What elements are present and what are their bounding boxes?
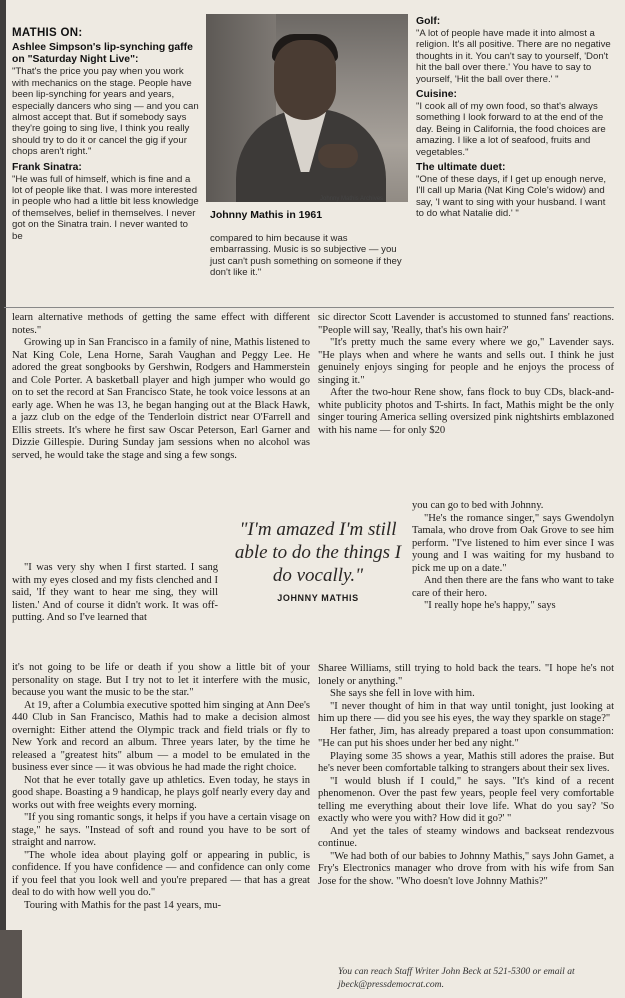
article-paragraph: learn alternative methods of getting the same effect with different notes."	[12, 312, 310, 336]
photo-credit: Johnny Mathis Archives	[320, 196, 384, 202]
article-column-2-bottom	[318, 663, 614, 888]
sidebar-quote: "A lot of people have made it into almost a religion. It's all positive. There are no negative thoughts in it. You can't say to yourself, 'Don't hit the ball over there.' You have to say to yourself, 'Hit the ball over there.' "	[416, 28, 611, 85]
article-paragraph: At 19, after a Columbia executive spotted him singing at Ann Dee's 440 Club in San Francisco, Mathis had to make a decision almost overnight: Either attend the Olympic track and field trials or fly to New York and record an album. Three years later, by the time he released a "greatest hits" album — a model to be emulated in the business ever since — it was obvious he had made the right choice.	[12, 699, 310, 773]
sidebar-heading: Ashlee Simpson's lip-synching gaffe on "Saturday Night Live":	[12, 42, 193, 66]
article-column-1-narrow	[12, 562, 218, 625]
article-paragraph: Not that he ever totally gave up athletics. Even today, he stays in good shape. Boasting a 9 handicap, he plays golf nearly every day and works out with free weights every morning.	[12, 774, 310, 811]
article-paragraph: Touring with Mathis for the past 14 years, mu-	[24, 899, 221, 911]
article-paragraph: it's not going to be life or death if you show a little bit of your personality on stage. But I try not to let it interfere with the music, because you want the music to be the star."	[12, 662, 310, 698]
sidebar-quote-continued: compared to him because it was embarrassing. Music is so subjective — you just can't push something on someone if they don't like it."	[210, 233, 402, 279]
mathis-on-sidebar	[0, 0, 625, 300]
author-contact-footer: You can reach Staff Writer John Beck at 521-5300 or email at jbeck@pressdemocrat.com.	[338, 966, 575, 990]
article-paragraph: "I was very shy when I first started. I sang with my eyes closed and my fists clenched and I said, 'If they want to hear me sing, they will listen.' And of course it didn't work. It was off-putting. And so I've learned that	[12, 562, 218, 623]
pull-quote-text: "I'm amazed I'm still able to do the things I do vocally."	[234, 519, 402, 586]
article-paragraph: "We had both of our babies to Johnny Mathis," says John Gamet, a Fry's Electronics manager who drove from with his wife from San Jose for the show. "Who doesn't love Johnny Mathis?"	[318, 850, 614, 887]
article-column-1-bottom	[12, 662, 310, 912]
photo-caption: Johnny Mathis in 1961	[210, 209, 323, 221]
article-paragraph: She says she fell in love with him.	[330, 688, 475, 699]
sidebar-quote: "One of these days, if I get up enough nerve, I'll call up Maria (Nat King Cole's widow) and say, 'I want to sing with your husband. I want to do what Natalie did.' "	[416, 174, 607, 220]
article-paragraph: After the two-hour Rene show, fans flock to buy CDs, black-and-white publicity photos and T-shirts. In fact, Mathis might be the only singer touring America selling oversized pink nightshirts emblazoned with his name — for only $20	[318, 387, 614, 436]
sidebar-center-text	[210, 233, 406, 279]
article-paragraph: "It's pretty much the same every where we go," Lavender says. "He plays when and where he wants and sells out. I think he just genuinely enjoys singing for people and he enjoys the process of singing it."	[318, 337, 614, 386]
article-paragraph: Sharee Williams, still trying to hold back the tears. "I hope he's not lonely or anything."	[318, 663, 614, 687]
article-column-1-top	[12, 312, 310, 462]
sidebar-quote: "I cook all of my own food, so that's always something I look forward to at the end of the day. Being in California, the food choices are amazing. I like a lot of seafood, fruits and vegetables."	[416, 101, 606, 158]
sidebar-right-column	[416, 16, 614, 220]
article-paragraph: Growing up in San Francisco in a family of nine, Mathis listened to Nat King Cole, Lena Horne, Sarah Vaughan and Peggy Lee. He adored the great songbooks by Gershwin, Rodgers and Hammerstein and Cole Porter. A basketball player and high jumper who would go on to set the record at San Francisco State, he took voice lessons at an early age. When he was 13, he began hanging out at the Black Hawk, a jazz club on the edge of the Tenderloin district near O'Farrell and Ellis streets. It's where he first saw Oscar Peterson, Earl Garner and Dizzie Gillespie. During Sunday jam sessions when no alcohol was served, he would take the stage and sing a few songs.	[12, 337, 310, 461]
sidebar-heading: Cuisine:	[416, 89, 457, 101]
sidebar-heading: Golf:	[416, 16, 441, 27]
sidebar-quote: "That's the price you pay when you work with mechanics on the stage. People have been lip-synching for years and years, especially dancers who sing — and you can almost accept that. But if somebody says they're going to sing live, I think you really should try to do it or cancel the gig if your chops aren't right."	[12, 66, 199, 158]
page-edge-photo	[0, 930, 22, 998]
article-paragraph: "I would blush if I could," he says. "It's kind of a recent phenomenon. Over the past few years, people feel very comfortable telling me everything about their love life. What do you say? 'So exactly who were you with? How did it go?' "	[318, 775, 614, 824]
sidebar-heading: The ultimate duet:	[416, 162, 506, 174]
section-divider	[4, 307, 614, 308]
article-paragraph: "If you sing romantic songs, it helps if you have a certain visage on stage," he says. "Instead of soft and round you have to be sort of straight and narrow.	[12, 812, 310, 848]
article-paragraph: Her father, Jim, has already prepared a toast upon consummation: "He can put his shoes under her bed any night."	[318, 725, 614, 749]
sidebar-quote: "He was full of himself, which is fine and a lot of people like that. I was more interested in people who had a little bit less knowledge of themselves, belief in themselves. I never got on the Sinatra train. I never wanted to be	[12, 173, 199, 242]
article-paragraph: "I never thought of him in that way until tonight, just looking at him up there — did you see his eyes, the way they sparkle on stage?"	[318, 700, 614, 724]
sidebar-kicker: MATHIS ON:	[12, 27, 83, 39]
article-paragraph: you can go to bed with Johnny.	[412, 500, 544, 511]
article-paragraph: Playing some 35 shows a year, Mathis still adores the praise. But he's never been comfortable talking to strangers about their sex lives.	[318, 750, 614, 774]
article-paragraph: And yet the tales of steamy windows and backseat rendezvous continue.	[318, 825, 614, 849]
article-paragraph: "He's the romance singer," says Gwendolyn Tamala, who drove from Oak Grove to see him perform. "I've listened to him ever since I was young and I was waiting for my husband to pick me up on a date."	[412, 512, 614, 574]
article-paragraph: "The whole idea about playing golf or appearing in public, is confidence. If you have confidence — and confidence can only come if you feel that you look well and you're prepared — that has a great deal to do with how well you do."	[12, 849, 310, 898]
article-paragraph: sic director Scott Lavender is accustomed to stunned fans' reactions. "People will say, 'Really, that's his own hair?'	[318, 312, 614, 336]
article-paragraph: "I really hope he's happy," says	[424, 600, 556, 611]
article-column-2-top	[318, 312, 614, 437]
pull-quote-attribution: JOHNNY MATHIS	[277, 593, 359, 603]
sidebar-left-column	[12, 28, 200, 242]
article-column-2-narrow	[412, 500, 614, 613]
article-paragraph: And then there are the fans who want to take care of their hero.	[412, 575, 614, 599]
sidebar-heading: Frank Sinatra:	[12, 161, 82, 173]
pull-quote	[228, 518, 408, 603]
johnny-mathis-photo	[206, 14, 408, 202]
